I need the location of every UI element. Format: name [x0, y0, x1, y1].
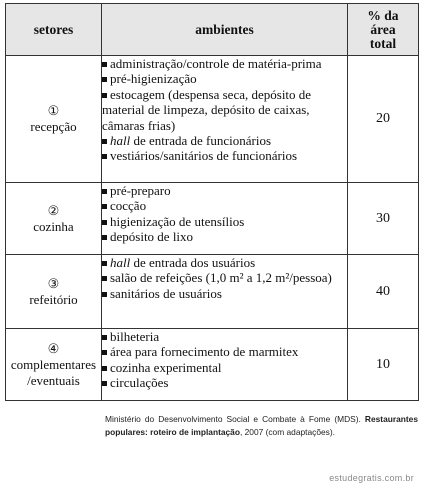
percent-value: 40	[348, 255, 419, 329]
bullet-icon	[102, 366, 107, 371]
bullet-icon	[102, 381, 107, 386]
list-item: hall de entrada de funcionários	[102, 133, 347, 148]
list-item: pré-higienização	[102, 71, 347, 86]
table-row	[6, 183, 419, 255]
list-item: circulações	[102, 375, 347, 390]
list-item: bilheteria	[102, 329, 347, 344]
ambientes-list	[102, 255, 348, 329]
header-setores: setores	[6, 4, 102, 56]
list-item: vestiários/sanitários de funcionários	[102, 148, 347, 163]
list-item: sanitários de usuários	[102, 286, 347, 301]
list-item: pré-preparo	[102, 183, 347, 198]
bullet-icon	[102, 154, 107, 159]
bullet-icon	[102, 335, 107, 340]
table-row	[6, 255, 419, 329]
percent-value: 10	[348, 329, 419, 401]
bullet-icon	[102, 276, 107, 281]
source-citation: Ministério do Desenvolvimento Social e Combate à Fome (MDS). Restaurantes populares: roteiro de implantação, 2007 (com adaptações).	[105, 414, 418, 437]
list-item: área para fornecimento de marmitex	[102, 344, 347, 359]
table-row	[6, 329, 419, 401]
header-ambientes: ambientes	[102, 4, 348, 56]
ambientes-list	[102, 56, 348, 183]
table-header-row	[6, 4, 419, 56]
list-item: administração/controle de matéria-prima	[102, 56, 347, 71]
list-item: higienização de utensílios	[102, 214, 347, 229]
bullet-icon	[102, 350, 107, 355]
bullet-icon	[102, 189, 107, 194]
bullet-icon	[102, 77, 107, 82]
ambientes-list	[102, 329, 348, 401]
percent-value: 20	[348, 56, 419, 183]
bullet-icon	[102, 292, 107, 297]
list-item: depósito de lixo	[102, 229, 347, 244]
setor-refeitorio: ③ refeitório	[6, 255, 102, 329]
bullet-icon	[102, 204, 107, 209]
table-row	[6, 56, 419, 183]
setor-complementares: ④ complementares /eventuais	[6, 329, 102, 401]
list-item: hall de entrada dos usuários	[102, 255, 347, 270]
watermark: estudegratis.com.br	[329, 473, 414, 483]
ambientes-table	[5, 3, 419, 401]
list-item: salão de refeições (1,0 m² a 1,2 m²/pessoa)	[102, 270, 347, 285]
bullet-icon	[102, 139, 107, 144]
ambientes-list	[102, 183, 348, 255]
bullet-icon	[102, 261, 107, 266]
list-item: cozinha experimental	[102, 360, 347, 375]
bullet-icon	[102, 220, 107, 225]
bullet-icon	[102, 62, 107, 67]
list-item: estocagem (despensa seca, depósito de material de limpeza, depósito de caixas, câmaras frias)	[102, 86, 312, 133]
percent-value: 30	[348, 183, 419, 255]
bullet-icon	[102, 93, 107, 98]
setor-recepcao: ① recepção	[6, 56, 102, 183]
setor-cozinha: ② cozinha	[6, 183, 102, 255]
bullet-icon	[102, 235, 107, 240]
list-item: cocção	[102, 198, 347, 213]
header-percent-area: % da área total	[348, 4, 419, 56]
